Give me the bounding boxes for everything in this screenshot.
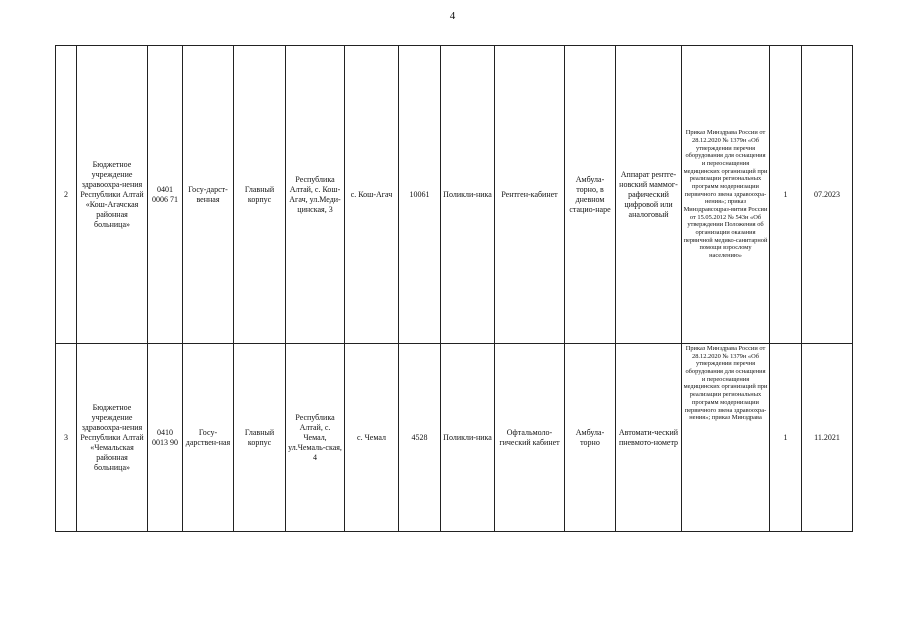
equipment-cell: Автомати-ческий пневмото-нометр (616, 344, 682, 532)
ownership-cell: Госу-дарствен-ная (183, 344, 234, 532)
table-row (56, 344, 853, 532)
quantity-cell: 1 (770, 46, 802, 344)
page-number: 4 (449, 10, 456, 22)
row-number: 2 (56, 46, 77, 344)
population-cell: 4528 (399, 344, 441, 532)
building-cell: Главный корпус (234, 46, 286, 344)
equipment-cell: Аппарат рентге-новский маммог-рафический цифровой или аналоговый (616, 46, 682, 344)
organization-cell: Бюджетное учреждение здравоохра-нения Республики Алтай «Чемальская районная больница» (77, 344, 148, 532)
room-cell: Рентген-кабинет (495, 46, 565, 344)
equipment-table (55, 45, 853, 532)
basis-cell: Приказ Минздрава России от 28.12.2020 № 1379н «Об утверждении перечня оборудования для оснащения и переоснащения медицинских организаций при реализации региональных программ модернизации первичного звена здравоохра-нения»; приказ Минздравсоцраз-вития России от 15.05.2012 № 543н «Об утверждении Положения об организации оказания первичной медико-санитарной помощи взрослому населению» (682, 46, 770, 344)
care-type-cell: Амбула-торно, в дневном стацио-наре (565, 46, 616, 344)
table-row (56, 46, 853, 344)
code-cell: 0401 0006 71 (148, 46, 183, 344)
unit-cell: Поликли-ника (441, 46, 495, 344)
organization-cell: Бюджетное учреждение здравоохра-нения Республики Алтай «Кош-Агачская районная больница» (77, 46, 148, 344)
unit-cell: Поликли-ника (441, 344, 495, 532)
building-cell: Главный корпус (234, 344, 286, 532)
basis-text: Приказ Минздрава России от 28.12.2020 № 1379н «Об утверждении перечня оборудования для оснащения и переоснащения медицинских организаций при реализации региональных программ модернизации первичного звена здравоохра-нения»; приказ Минздрава (683, 345, 768, 422)
ownership-cell: Госу-дарст-венная (183, 46, 234, 344)
date-cell: 11.2021 (802, 344, 853, 532)
address-cell: Республика Алтай, с. Кош-Агач, ул.Меди-цинская, 3 (286, 46, 345, 344)
date-cell: 07.2023 (802, 46, 853, 344)
code-cell: 0410 0013 90 (148, 344, 183, 532)
row-number: 3 (56, 344, 77, 532)
locality-cell: с. Кош-Агач (345, 46, 399, 344)
population-cell: 10061 (399, 46, 441, 344)
care-type-cell: Амбула-торно (565, 344, 616, 532)
address-cell: Республика Алтай, с. Чемал, ул.Чемаль-ская, 4 (286, 344, 345, 532)
locality-cell: с. Чемал (345, 344, 399, 532)
room-cell: Офтальмоло-гический кабинет (495, 344, 565, 532)
basis-cell (682, 344, 770, 532)
quantity-cell: 1 (770, 344, 802, 532)
